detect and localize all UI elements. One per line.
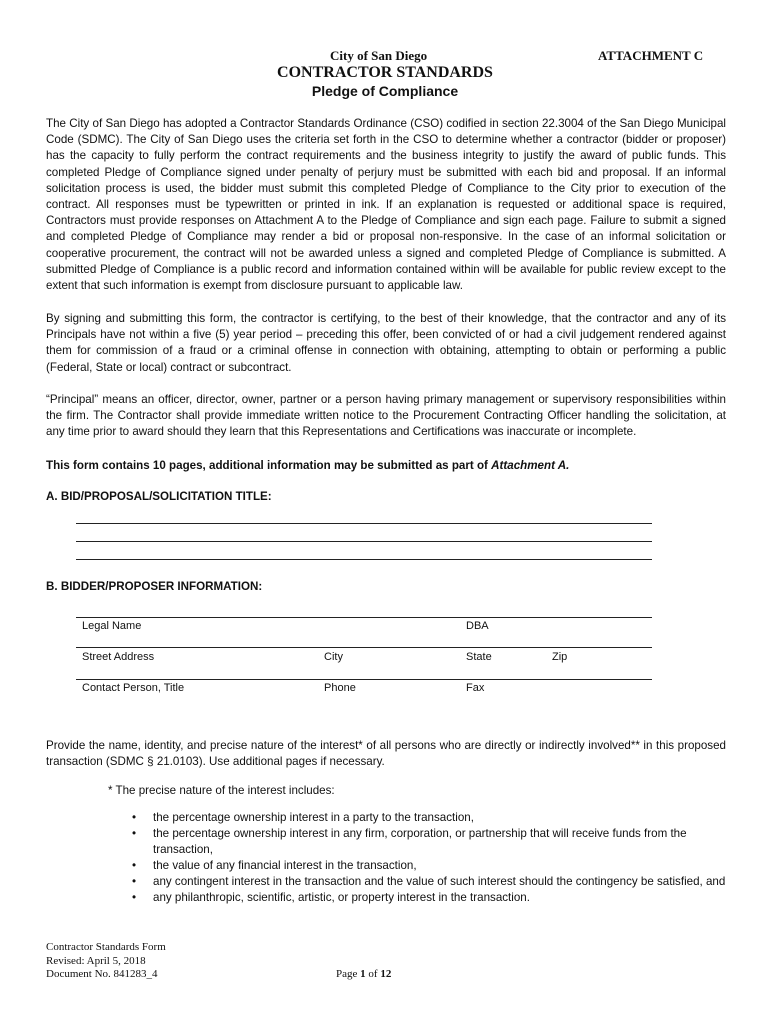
list-item-text: any philanthropic, scientific, artistic, or property interest in the transaction.: [153, 891, 530, 904]
list-item: [132, 858, 732, 874]
page-total: 12: [380, 968, 392, 980]
phone-label: Phone: [324, 682, 356, 694]
contact-field-line[interactable]: [76, 679, 652, 680]
state-label: State: [466, 651, 492, 663]
intro-paragraph: The City of San Diego has adopted a Contractor Standards Ordinance (CSO) codified in section 22.3004 of the San Diego Municipal Code (SDMC). The City of San Diego uses the criteria set forth in the CSO to determine whether a contractor (bidder or proposer) has the capacity to fully perform the contract requirements and the business integrity to justify the award of public funds. This completed Pledge of Compliance signed under penalty of perjury must be submitted with each bid and proposal. If an informal solicitation process is used, the bidder must submit this completed Pledge of Compliance to the City prior to execution of the contract. All responses must be typewritten or printed in ink. If an explanation is requested or additional space is required, Contractors must provide responses on Attachment A to the Pledge of Compliance and sign each page. Failure to submit a signed and completed Pledge of Compliance may render a bid or proposal non-responsive. In the case of an informal solicitation or cooperative procurement, the contract will not be awarded unless a signed and completed Pledge of Compliance is submitted. A submitted Pledge of Compliance is a public record and information contained within will be available for public review except to the extent that such information is exempt from disclosure pursuant to applicable law.: [46, 117, 726, 293]
legal-name-label: Legal Name: [82, 620, 142, 632]
page-of: of: [365, 968, 381, 980]
footer-info: [46, 941, 166, 982]
bullet-icon: •: [132, 875, 137, 888]
list-item-text: the percentage ownership interest in any firm, corporation, or partnership that will receive funds from the transaction,: [153, 827, 687, 856]
interest-instructions: Provide the name, identity, and precise nature of the interest* of all persons who are directly or indirectly involved** in this proposed transaction (SDMC § 21.0103). Use additional pages if necessary.: [46, 739, 726, 769]
document-title: CONTRACTOR STANDARDS: [277, 64, 493, 81]
certification-paragraph: By signing and submitting this form, the contractor is certifying, to the best of their knowledge, that the contractor and any of its Principals have not within a five (5) year period – preceding this offer, been convicted of or had a civil judgement rendered against them for commission of a fraud or a criminal offense in connection with obtaining, attempting to obtain or performing a public (Federal, State or local) contract or subcontract.: [46, 312, 726, 374]
list-item: [132, 810, 732, 826]
interest-definition-intro: * The precise nature of the interest includes:: [108, 784, 335, 797]
contact-person-label: Contact Person, Title: [82, 682, 185, 694]
bullet-icon: •: [132, 891, 137, 904]
principal-definition-paragraph: “Principal” means an officer, director, owner, partner or a person having primary management or supervisory responsibilities within the firm. The Contractor shall provide immediate written notice to the Procurement Contracting Officer handling the solicitation, at any time prior to award should they learn that this Representations and Certifications was inaccurate or incomplete.: [46, 393, 726, 439]
bullet-icon: •: [132, 859, 137, 872]
city-label: City: [324, 651, 343, 663]
street-address-label: Street Address: [82, 651, 155, 663]
page-current: 1: [360, 968, 366, 980]
list-item: [132, 890, 732, 906]
list-item-text: the percentage ownership interest in a party to the transaction,: [153, 811, 474, 824]
fax-label: Fax: [466, 682, 485, 694]
title-line-2[interactable]: [76, 541, 652, 542]
list-item: [132, 874, 732, 890]
list-item-text: the value of any financial interest in the transaction,: [153, 859, 417, 872]
bullet-icon: •: [132, 827, 137, 840]
zip-label: Zip: [552, 651, 568, 663]
page-count-note: [46, 458, 726, 474]
footer-revised-date: Revised: April 5, 2018: [46, 954, 146, 967]
footer-document-number: Document No. 841283_4: [46, 968, 158, 981]
title-line-1[interactable]: [76, 523, 652, 524]
page-count-note-text: This form contains 10 pages, additional information may be submitted as part of: [46, 459, 492, 472]
page-prefix: Page: [336, 968, 361, 980]
interest-list: [132, 810, 732, 906]
attachment-a-reference: Attachment A.: [491, 459, 570, 472]
attachment-label: ATTACHMENT C: [598, 48, 704, 63]
title-line-3[interactable]: [76, 559, 652, 560]
footer-form-name: Contractor Standards Form: [46, 941, 166, 953]
section-b-heading: B. BIDDER/PROPOSER INFORMATION:: [46, 580, 263, 593]
page-number: [336, 968, 391, 980]
list-item: [132, 826, 732, 858]
address-field-line[interactable]: [76, 647, 652, 648]
bidder-field-line-top[interactable]: [76, 617, 652, 618]
bullet-icon: •: [132, 811, 137, 824]
dba-label: DBA: [466, 620, 489, 632]
section-a-heading: A. BID/PROPOSAL/SOLICITATION TITLE:: [46, 490, 272, 503]
list-item-text: any contingent interest in the transaction and the value of such interest should the contingency be satisfied, and: [153, 875, 726, 888]
document-subtitle: Pledge of Compliance: [311, 83, 459, 99]
header-city: City of San Diego: [330, 48, 428, 63]
